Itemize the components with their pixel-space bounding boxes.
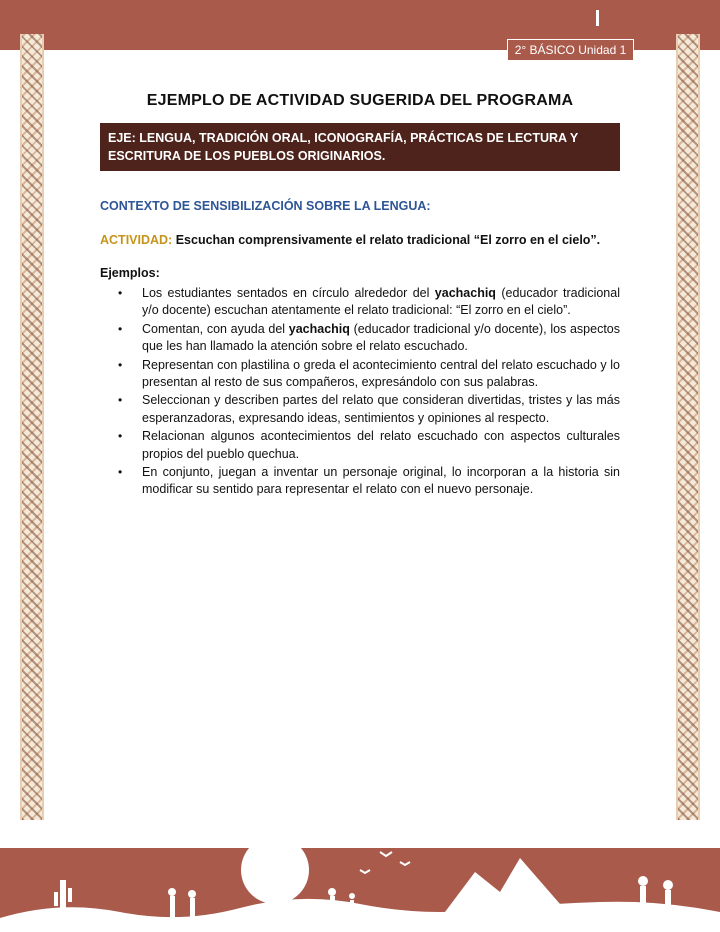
tree-trunk <box>271 896 279 926</box>
examples-label: Ejemplos: <box>100 266 160 280</box>
activity-line <box>100 233 600 247</box>
list-item: • Seleccionan y describen partes del relato que consideran divertidas, tristes y las más esperanzadoras, expresando ideas, sentimientos y opiniones al respecto. <box>118 393 620 425</box>
left-decorative-border <box>20 34 44 820</box>
activity-label: ACTIVIDAD: <box>100 233 173 247</box>
bullet-icon: • <box>118 393 123 408</box>
list-item: • Relacionan algunos acontecimientos del relato escuchado con aspectos culturales propios del pueblo quechua. <box>118 429 620 461</box>
list-item: • Los estudiantes sentados en círculo alrededor del yachachiq (educador tradicional y/o docente) escuchan atentamente el relato tradicional: “El zorro en el cielo”. <box>118 286 620 318</box>
mountain-silhouette <box>430 858 580 932</box>
context-heading: CONTEXTO DE SENSIBILIZACIÓN SOBRE LA LENGUA: <box>100 199 431 213</box>
bullet-icon: • <box>118 321 123 336</box>
bullet-icon: • <box>118 357 123 372</box>
cactus-icon <box>60 880 66 920</box>
list-item: • Comentan, con ayuda del yachachiq (educador tradicional y/o docente), los aspectos que les han llamado la atención sobre el relato escuchado. <box>118 321 621 354</box>
right-decorative-border <box>676 34 700 820</box>
activity-text: Escuchan comprensivamente el relato tradicional “El zorro en el cielo”. <box>175 233 601 247</box>
landscape-illustration <box>0 800 720 932</box>
ground-silhouette <box>0 899 720 932</box>
examples-list <box>100 285 620 500</box>
list-item: • Representan con plastilina o greda el acontecimiento central del relato escuchado y lo presentan al resto de sus compañeros, expresándolo con sus palabras. <box>118 357 620 390</box>
list-item: • En conjunto, juegan a inventar un personaje original, lo incorporan a la historia sin modificar su sentido para representar el relato con el nuevo personaje. <box>118 465 620 497</box>
page-title: EJEMPLO DE ACTIVIDAD SUGERIDA DEL PROGRAMA <box>146 92 574 109</box>
birds-icon <box>360 852 410 873</box>
bullet-icon: • <box>118 465 123 480</box>
tree-canopy <box>241 836 309 904</box>
bullet-icon: • <box>118 286 123 300</box>
bullet-icon: • <box>118 429 123 444</box>
grade-unit-badge: 2° BÁSICO Unidad 1 <box>507 39 634 61</box>
header-notch <box>596 10 599 26</box>
eje-box: EJE: LENGUA, TRADICIÓN ORAL, ICONOGRAFÍA, PRÁCTICAS DE LECTURA Y ESCRITURA DE LOS PUEBLOS ORIGINARIOS. <box>100 123 620 171</box>
